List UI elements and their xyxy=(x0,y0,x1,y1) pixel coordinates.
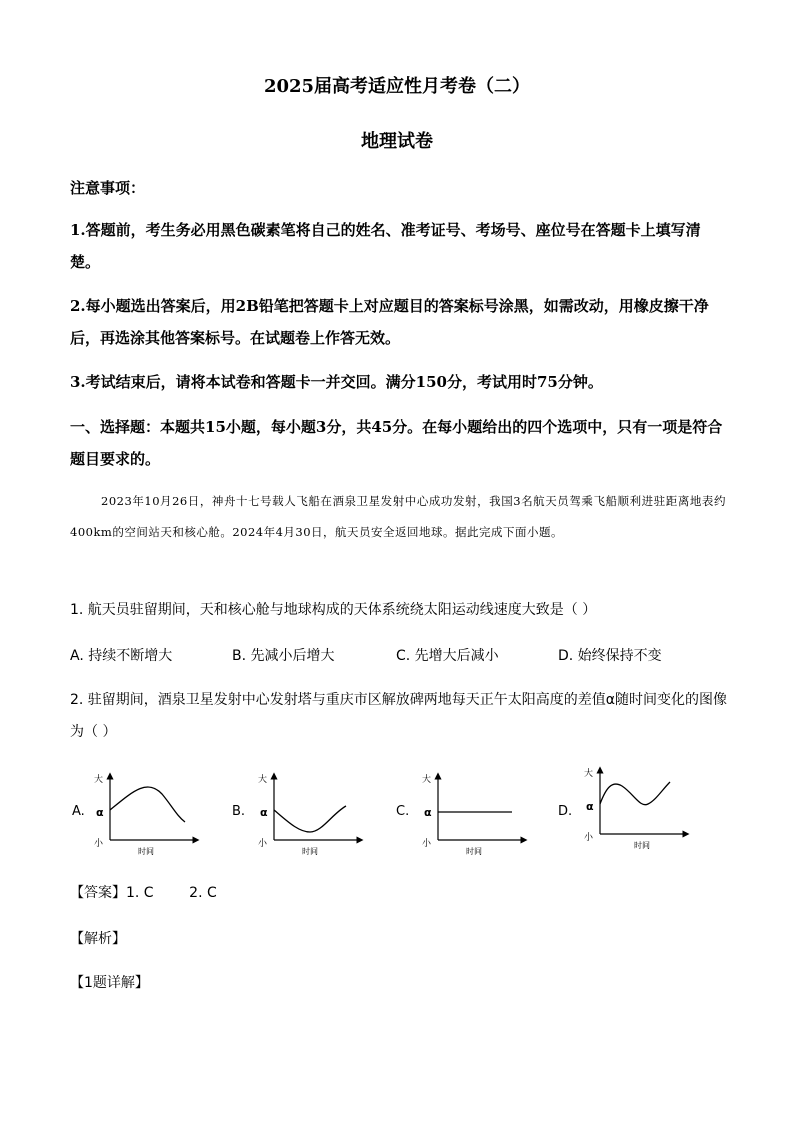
detail-label: 【1题详解】 xyxy=(70,975,149,991)
graph-a-top-label: 大 xyxy=(94,775,104,785)
question-1-option-c: C. 先增大后减小 xyxy=(396,648,499,664)
graph-d xyxy=(582,764,692,858)
graph-b-x-label: 时间 xyxy=(302,847,318,856)
graph-c xyxy=(420,770,530,864)
question-1-option-b: B. 先减小后增大 xyxy=(232,648,335,664)
graph-a-letter: A. xyxy=(72,804,85,819)
graph-a xyxy=(92,770,202,864)
question-2-stem: 2. 驻留期间，酒泉卫星发射中心发射塔与重庆市区解放碑两地每天正午太阳高度的差值α随时间变化的图像为（ ） xyxy=(70,692,728,740)
subject-title: 地理试卷 xyxy=(361,131,433,152)
graph-c-bottom-label: 小 xyxy=(422,839,432,849)
graph-c-letter: C. xyxy=(396,804,410,819)
graph-c-top-label: 大 xyxy=(422,775,432,785)
answer-label: 【答案】 xyxy=(70,885,126,901)
graph-c-x-label: 时间 xyxy=(466,847,482,856)
question-1-option-d: D. 始终保持不变 xyxy=(558,648,662,664)
exam-title: 2025届高考适应性月考卷（二） xyxy=(263,76,531,97)
graph-b-letter: B. xyxy=(232,804,246,819)
notice-item-3: 3.考试结束后，请将本试卷和答题卡一并交回。满分150分，考试用时75分钟。 xyxy=(70,373,603,391)
reading-material: 2023年10月26日，神舟十七号载人飞船在酒泉卫星发射中心成功发射，我国3名航天员驾乘飞船顺利进驻距离地表约400km的空间站天和核心舱。2024年4月30日，航天员安全返回地球。据此完成下面小题。 xyxy=(70,494,726,539)
graph-d-letter: D. xyxy=(558,804,573,819)
graph-d-alpha-label: α xyxy=(586,800,594,813)
graph-b xyxy=(256,770,366,864)
graph-b-top-label: 大 xyxy=(258,775,268,785)
graph-b-bottom-label: 小 xyxy=(258,839,268,849)
question-1-stem: 1. 航天员驻留期间，天和核心舱与地球构成的天体系统绕太阳运动线速度大致是（ ） xyxy=(70,602,597,618)
analysis-label: 【解析】 xyxy=(70,931,126,947)
answer-line xyxy=(70,882,217,902)
graph-d-x-label: 时间 xyxy=(634,841,650,850)
graph-c-alpha-label: α xyxy=(424,806,432,819)
notice-item-2: 2.每小题选出答案后，用2B铅笔把答题卡上对应题目的答案标号涂黑，如需改动，用橡皮擦干净后，再选涂其他答案标号。在试题卷上作答无效。 xyxy=(70,297,709,347)
notice-heading: 注意事项： xyxy=(70,179,146,197)
graph-d-top-label: 大 xyxy=(584,769,594,779)
graph-a-x-label: 时间 xyxy=(138,847,154,856)
notice-item-1: 1.答题前，考生务必用黑色碳素笔将自己的姓名、准考证号、考场号、座位号在答题卡上填写清楚。 xyxy=(70,221,701,271)
question-1-option-a: A. 持续不断增大 xyxy=(70,648,173,664)
answer-text: 1. C 2. C xyxy=(126,885,217,901)
graph-b-alpha-label: α xyxy=(260,806,268,819)
graph-a-bottom-label: 小 xyxy=(94,839,104,849)
graph-d-bottom-label: 小 xyxy=(584,833,594,843)
section-heading: 一、选择题：本题共15小题，每小题3分，共45分。在每小题给出的四个选项中，只有一项是符合题目要求的。 xyxy=(70,418,723,468)
graph-a-alpha-label: α xyxy=(96,806,104,819)
